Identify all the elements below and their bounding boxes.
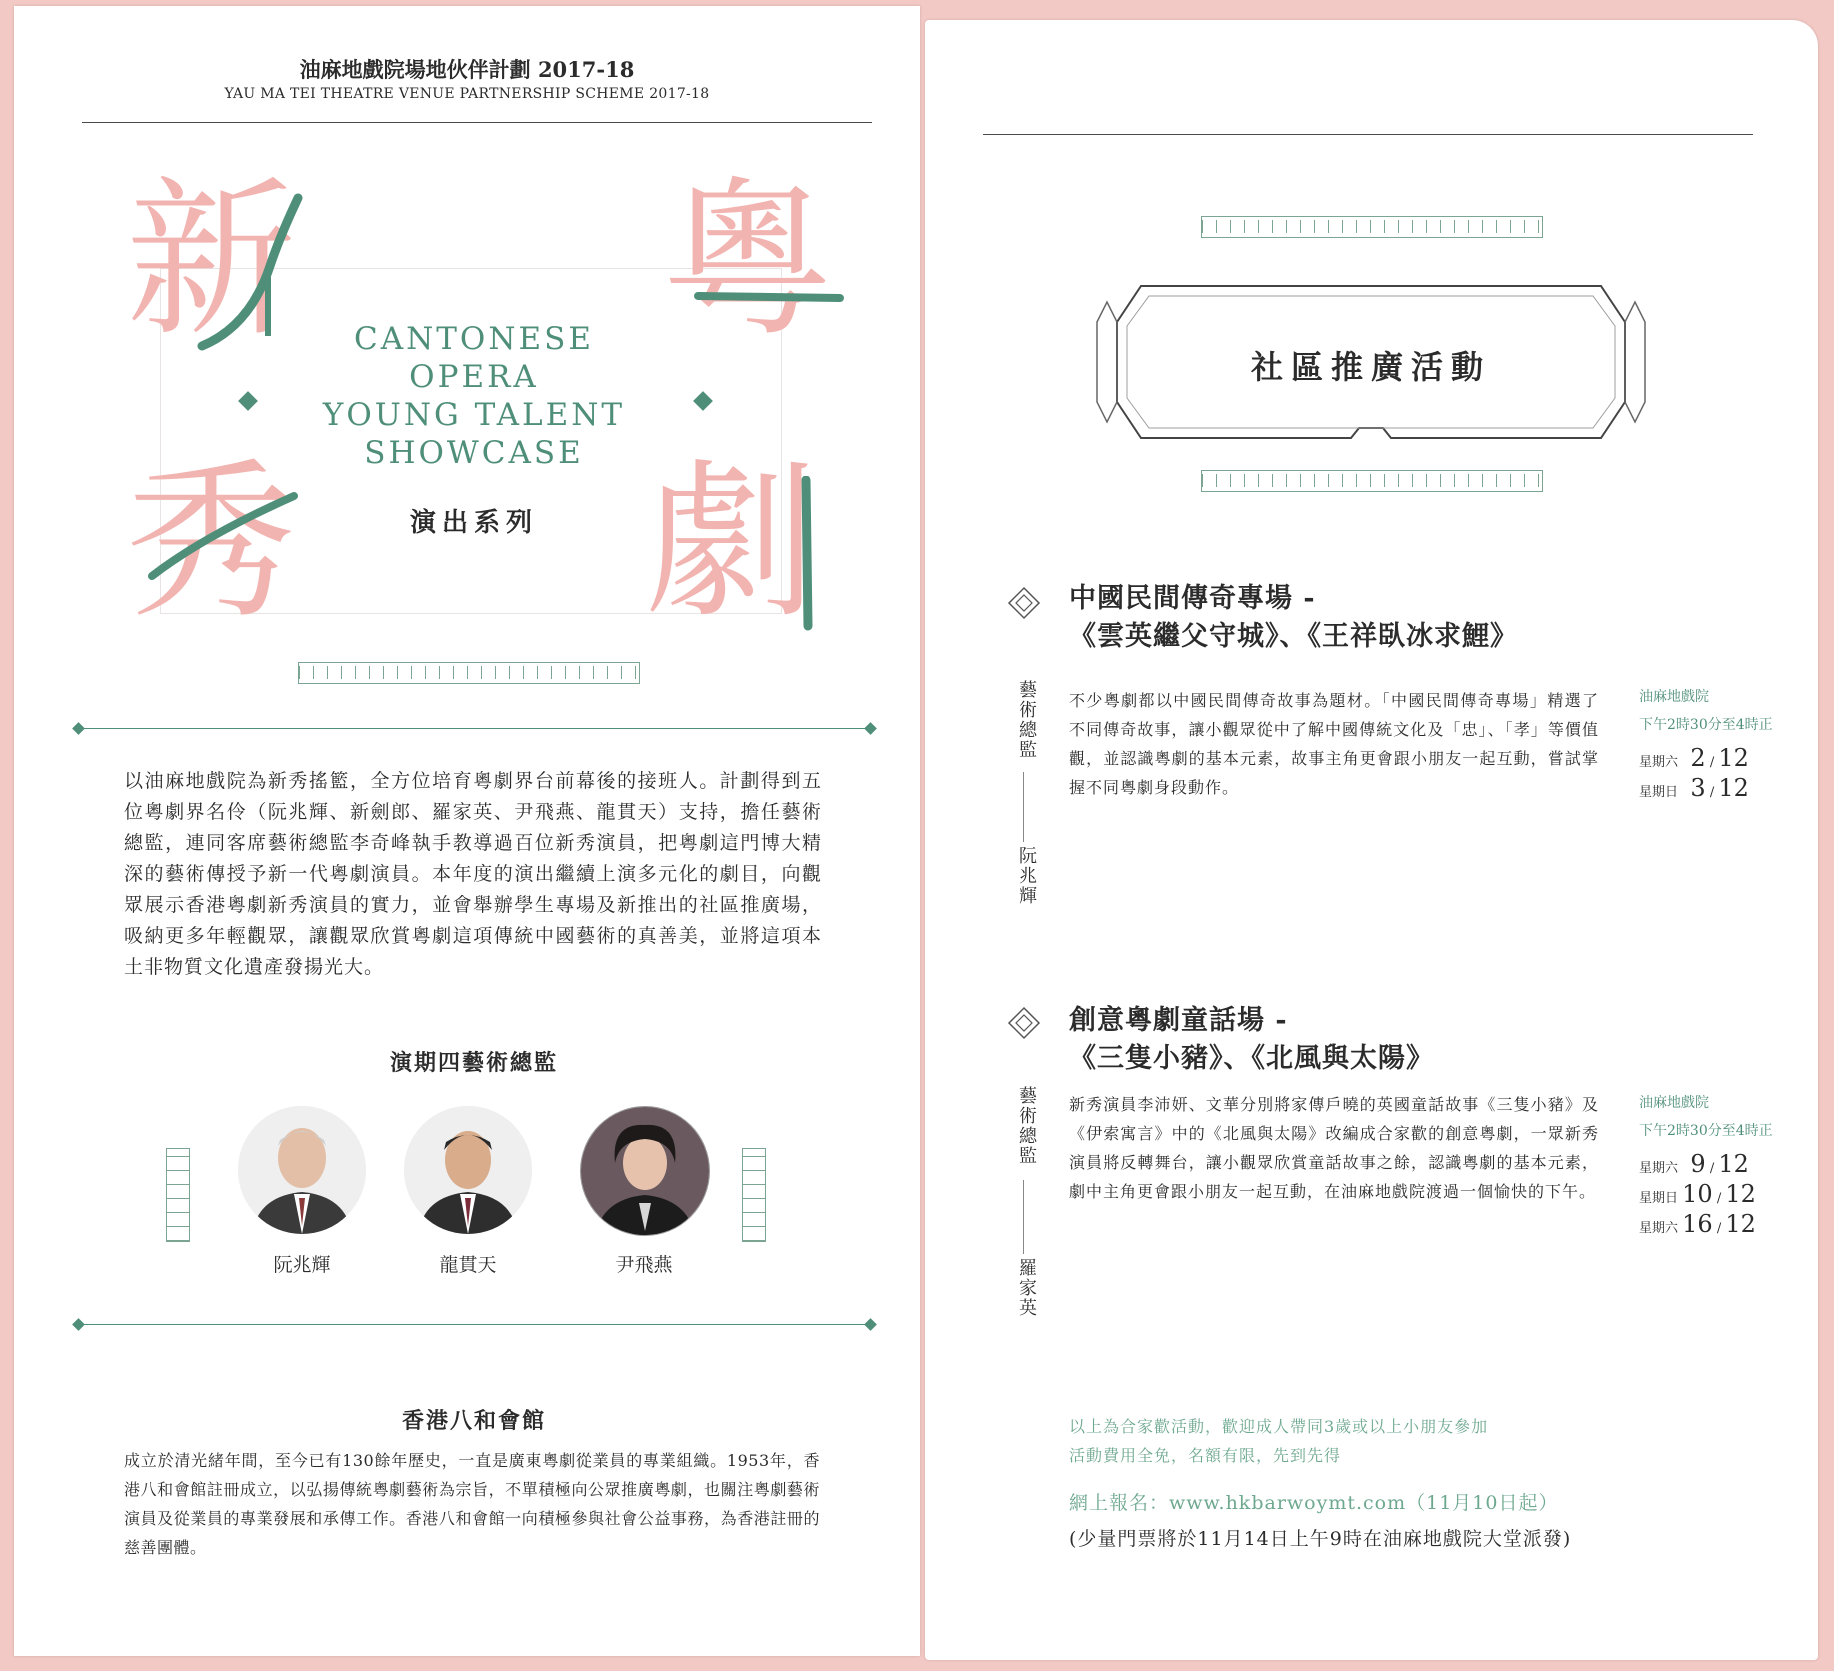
fret-ornament-box-top	[1201, 216, 1543, 238]
activity-2-director: 羅家英	[1016, 1258, 1037, 1318]
activity-2-date-3: 星期六 16 / 12	[1639, 1210, 1756, 1238]
activity-2-title-line2: 《三隻小豬》、《北風與太陽》	[1069, 1043, 1434, 1074]
english-title-line3: YOUNG TALENT	[322, 397, 626, 433]
divider-2	[80, 1324, 870, 1325]
activity-2-role: 藝術總監	[1016, 1086, 1037, 1166]
activity-2-title-line1: 創意粵劇童話場 -	[1069, 1005, 1288, 1036]
activity-1-title-line1: 中國民間傳奇專場 -	[1069, 583, 1316, 614]
series-subtitle: 演出系列	[409, 508, 538, 538]
title-char-xiu: 秀	[126, 444, 297, 642]
fret-ornament-top	[298, 662, 640, 684]
portrait-wan-fei-yin-image	[581, 1107, 709, 1235]
director-name-1: 阮兆輝	[273, 1254, 331, 1276]
brush-stroke-xin	[190, 186, 310, 356]
right-page	[925, 20, 1818, 1660]
online-registration-link[interactable]: 網上報名：www.hkbarwoymt.com（11月10日起）	[1069, 1492, 1559, 1514]
fret-ornament-right	[742, 1148, 766, 1242]
ticket-distribution-note: (少量門票將於11月14日上午9時在油麻地戲院大堂派發)	[1069, 1528, 1572, 1550]
activity-1-role-line	[1023, 772, 1024, 842]
divider-1-left-diamond	[72, 722, 85, 735]
brush-stroke-ju	[786, 476, 826, 636]
title-char-ju: 劇	[646, 444, 817, 642]
english-title-line4: SHOWCASE	[364, 435, 584, 471]
portrait-lung-koon-tin	[404, 1106, 532, 1234]
activity-1-venue: 油麻地戲院	[1639, 689, 1709, 705]
portrait-yuen-siu-fai-image	[238, 1106, 366, 1234]
header-rule	[82, 122, 872, 123]
activity-1-time: 下午2時30分至4時正	[1639, 717, 1773, 733]
activity-1-description: 不少粵劇都以中國民間傳奇故事為題材。「中國民間傳奇專場」精選了不同傳奇故事，讓小觀眾從中了解中國傳統文化及「忠」、「孝」等價值觀，並認識粵劇的基本元素，故事主角更會跟小朋友一起互動，嘗試掌握不同粵劇身段動作。	[1069, 691, 1599, 797]
portrait-wan-fei-yin	[580, 1106, 710, 1236]
activity-1-knot-icon	[1007, 586, 1041, 620]
director-name-2: 龍貫天	[439, 1254, 497, 1276]
activity-1-role: 藝術總監	[1016, 680, 1037, 760]
activity-2-venue: 油麻地戲院	[1639, 1095, 1709, 1111]
english-title-line2: OPERA	[409, 359, 539, 395]
activity-1-title-line2: 《雲英繼父守城》、《王祥臥冰求鯉》	[1069, 621, 1518, 652]
activity-1-director: 阮兆輝	[1016, 846, 1037, 906]
divider-1	[80, 728, 870, 729]
divider-2-right-diamond	[864, 1318, 877, 1331]
activity-2-date-2: 星期日 10 / 12	[1639, 1180, 1756, 1208]
title-char-yue: 粵	[662, 162, 833, 360]
family-note-line1: 以上為合家歡活動，歡迎成人帶同3歲或以上小朋友參加	[1069, 1417, 1489, 1436]
activity-2-date-1: 星期六 9 / 12	[1639, 1150, 1749, 1178]
intro-paragraph: 以油麻地戲院為新秀搖籃，全方位培育粵劇界台前幕後的接班人。計劃得到五位粵劇界名伶（阮兆輝、新劍郎、羅家英、尹飛燕、龍貫天）支持，擔任藝術總監，連同客席藝術總監李奇峰執手教導過百位新秀演員，把粵劇這門博大精深的藝術傳授予新一代粵劇演員。本年度的演出繼續上演多元化的劇目，向觀眾展示香港粵劇新秀演員的實力，並會舉辦學生專場及新推出的社區推廣場，吸納更多年輕觀眾，讓觀眾欣賞粵劇這項傳統中國藝術的真善美，並將這項本土非物質文化遺產發揚光大。	[124, 770, 822, 978]
title-char-xin: 新	[126, 162, 297, 360]
org-heading: 香港八和會館	[401, 1408, 546, 1434]
english-title-line1: CANTONESE	[354, 321, 594, 357]
brush-stroke-yue	[694, 276, 844, 316]
activity-2-time: 下午2時30分至4時正	[1639, 1123, 1773, 1139]
left-page	[14, 6, 920, 1656]
activity-2-role-line	[1023, 1180, 1024, 1254]
activity-1-date-2: 星期日 3 / 12	[1639, 774, 1749, 802]
director-name-3: 尹飛燕	[615, 1254, 673, 1276]
portrait-yuen-siu-fai	[238, 1106, 366, 1234]
right-header-rule	[983, 134, 1753, 135]
fret-ornament-box-bottom	[1201, 470, 1543, 492]
header-chinese: 油麻地戲院場地伙伴計劃 2017-18	[299, 57, 635, 82]
family-note-line2: 活動費用全免，名額有限，先到先得	[1069, 1446, 1342, 1465]
org-paragraph: 成立於清光緒年間，至今已有130餘年歷史，一直是廣東粵劇從業員的專業組織。1953年，香港八和會館註冊成立，以弘揚傳統粵劇藝術為宗旨，不單積極向公眾推廣粵劇，也關注粵劇藝術演員及從業員的專業發展和承傳工作。香港八和會館一向積極參與社會公益事務，為香港註冊的慈善團體。	[124, 1451, 820, 1557]
header-english: YAU MA TEI THEATRE VENUE PARTNERSHIP SCHEME 2017-18	[224, 86, 710, 102]
activity-2-description: 新秀演員李沛妍、文華分別將家傳戶曉的英國童話故事《三隻小豬》及《伊索寓言》中的《北風與太陽》改編成合家歡的創意粵劇，一眾新秀演員將反轉舞台，讓小觀眾欣賞童話故事之餘，認識粵劇的基本元素，劇中主角更會跟小朋友一起互動，在油麻地戲院渡過一個愉快的下午。	[1069, 1095, 1599, 1201]
portrait-lung-koon-tin-image	[404, 1106, 532, 1234]
divider-1-right-diamond	[864, 722, 877, 735]
fret-ornament-left	[166, 1148, 190, 1242]
divider-2-left-diamond	[72, 1318, 85, 1331]
brush-stroke-xiu	[144, 476, 304, 586]
community-activities-title: 社區推廣活動	[1250, 348, 1491, 386]
activity-2-knot-icon	[1007, 1006, 1041, 1040]
directors-heading: 演期四藝術總監	[389, 1050, 558, 1076]
activity-1-date-1: 星期六 2 / 12	[1639, 744, 1749, 772]
